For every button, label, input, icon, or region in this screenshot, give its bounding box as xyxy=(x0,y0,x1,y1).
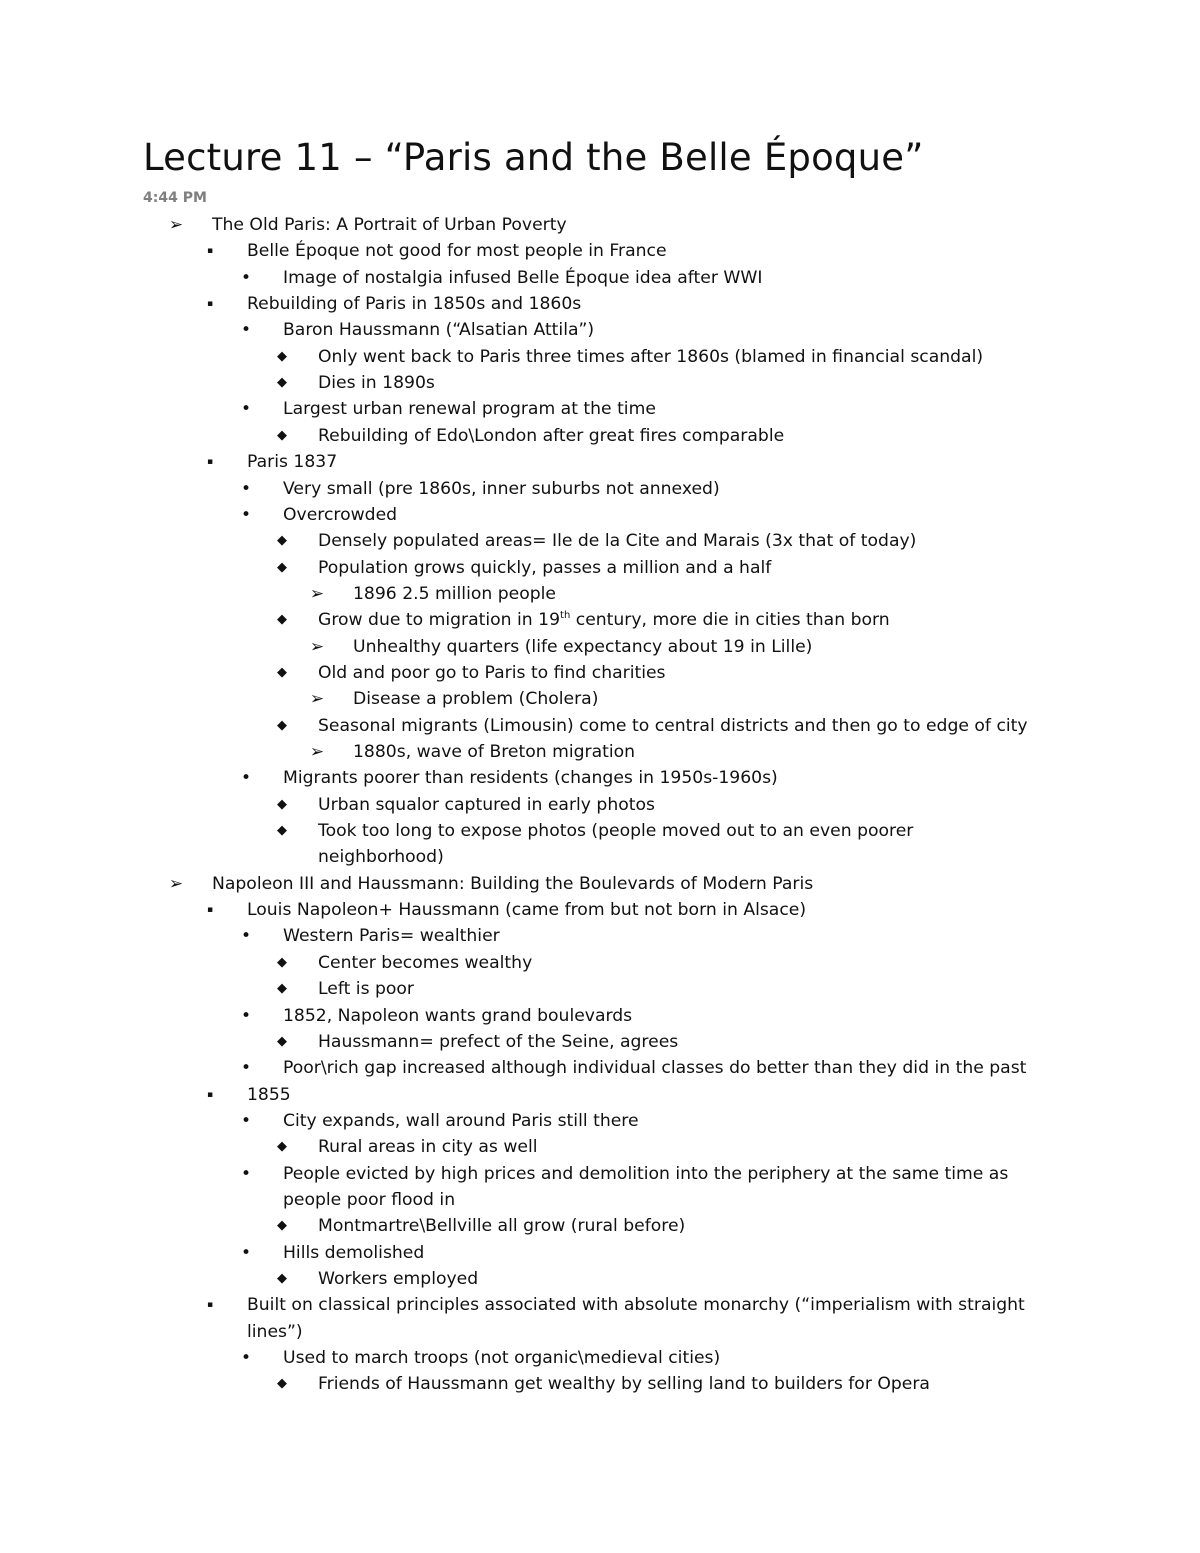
line-text: Rebuilding of Paris in 1850s and 1860s xyxy=(247,294,582,315)
line-text: Western Paris= wealthier xyxy=(283,926,500,947)
page-title: Lecture 11 – “Paris and the Belle Époque” xyxy=(143,136,924,179)
dot-bullet-icon: • xyxy=(240,478,252,499)
outline-line-text xyxy=(283,265,762,291)
diamond-bullet-icon: ◆ xyxy=(277,823,287,839)
outline-line-text xyxy=(353,739,635,765)
outline-line-text xyxy=(283,502,397,528)
square-bullet-icon: ▪ xyxy=(206,1089,214,1100)
dot-bullet-icon: • xyxy=(240,320,252,341)
outline-line-text xyxy=(318,792,655,818)
line-text: Largest urban renewal program at the time xyxy=(283,399,656,420)
line-text: Belle Époque not good for most people in France xyxy=(247,241,667,262)
outline-line-text xyxy=(283,1187,455,1213)
outline-line-text xyxy=(283,1003,632,1029)
diamond-bullet-icon: ◆ xyxy=(277,375,287,391)
outline-line-text xyxy=(247,897,806,923)
outline-line-text xyxy=(247,449,337,475)
line-text: 1896 2.5 million people xyxy=(353,583,556,604)
square-bullet-icon: ▪ xyxy=(206,905,214,916)
outline-line-text xyxy=(212,212,567,238)
outline-line-text xyxy=(318,1266,478,1292)
outline-line-text xyxy=(283,396,656,422)
dot-bullet-icon: • xyxy=(240,1163,252,1184)
outline-line-text xyxy=(353,634,812,660)
outline-line-text xyxy=(318,528,916,554)
line-text: Population grows quickly, passes a million and a half xyxy=(318,557,772,578)
outline-line-text xyxy=(283,1108,639,1134)
note-timestamp: 4:44 PM xyxy=(143,190,207,206)
dot-bullet-icon: • xyxy=(240,1005,252,1026)
diamond-bullet-icon: ◆ xyxy=(277,954,287,970)
outline-line-text xyxy=(353,686,598,712)
line-text: City expands, wall around Paris still there xyxy=(283,1110,639,1131)
diamond-bullet-icon: ◆ xyxy=(277,1376,287,1392)
outline-line-text xyxy=(318,1371,930,1397)
line-text: Image of nostalgia infused Belle Époque idea after WWI xyxy=(283,267,763,288)
diamond-bullet-icon: ◆ xyxy=(277,1139,287,1155)
square-bullet-icon: ▪ xyxy=(206,1300,214,1311)
line-text: The Old Paris: A Portrait of Urban Poverty xyxy=(212,215,567,235)
outline-line-text xyxy=(318,423,784,449)
diamond-bullet-icon: ◆ xyxy=(277,612,287,628)
superscript-text: th xyxy=(560,610,571,622)
dot-bullet-icon: • xyxy=(240,1242,252,1263)
outline-line-text xyxy=(283,923,500,949)
line-text: Old and poor go to Paris to find charities xyxy=(318,662,666,683)
diamond-bullet-icon: ◆ xyxy=(277,559,287,575)
line-text: Only went back to Paris three times after 1860s (blamed in financial scandal) xyxy=(318,346,984,367)
diamond-bullet-icon: ◆ xyxy=(277,796,287,812)
outline-line-text xyxy=(318,370,435,396)
arrow-bullet-icon: ➢ xyxy=(309,689,325,710)
arrow-bullet-icon: ➢ xyxy=(309,636,325,657)
diamond-bullet-icon: ◆ xyxy=(277,533,287,549)
outline-line-text xyxy=(247,238,667,264)
line-text: Rebuilding of Edo\London after great fires comparable xyxy=(318,425,785,446)
line-text: Took too long to expose photos (people moved out to an even poorer xyxy=(318,821,914,842)
line-text: Napoleon III and Haussmann: Building the Boulevards of Modern Paris xyxy=(212,873,814,894)
outline-line-text xyxy=(353,581,556,607)
outline-line-text xyxy=(247,1319,303,1345)
dot-bullet-icon: • xyxy=(240,1348,252,1369)
outline-line-text xyxy=(318,976,414,1002)
line-text: Center becomes wealthy xyxy=(318,952,533,973)
diamond-bullet-icon: ◆ xyxy=(277,348,287,364)
outline-line-text xyxy=(283,1240,424,1266)
line-text: Grow due to migration in 19 xyxy=(318,610,561,631)
dot-bullet-icon: • xyxy=(240,1058,252,1079)
square-bullet-icon: ▪ xyxy=(206,246,214,257)
line-text: 1880s, wave of Breton migration xyxy=(353,742,636,762)
line-text: Urban squalor captured in early photos xyxy=(318,794,655,815)
outline-line-text xyxy=(247,291,581,317)
outline-line-text xyxy=(283,1161,1008,1187)
diamond-bullet-icon: ◆ xyxy=(277,427,287,443)
line-text: Left is poor xyxy=(318,979,414,1000)
diamond-bullet-icon: ◆ xyxy=(277,1271,287,1286)
dot-bullet-icon: • xyxy=(240,1110,252,1131)
dot-bullet-icon: • xyxy=(240,768,252,789)
outline-line-text xyxy=(318,660,666,686)
line-text: Montmartre\Bellville all grow (rural before) xyxy=(318,1216,686,1237)
diamond-bullet-icon: ◆ xyxy=(277,981,287,997)
outline-line-text xyxy=(283,1345,720,1371)
line-text: Workers employed xyxy=(318,1269,479,1289)
line-text-continued: century, more die in cities than born xyxy=(570,610,890,631)
outline-line-text xyxy=(212,871,813,897)
line-text: Densely populated areas= Ile de la Cite and Marais (3x that of today) xyxy=(318,531,917,552)
square-bullet-icon: ▪ xyxy=(206,457,214,468)
outline-line-text xyxy=(283,476,720,502)
outline-line-text xyxy=(283,1055,1026,1081)
line-text: 1855 xyxy=(247,1084,291,1105)
line-text: Rural areas in city as well xyxy=(318,1137,538,1158)
line-text: Overcrowded xyxy=(283,504,398,525)
line-text: Friends of Haussmann get wealthy by selling land to builders for Opera xyxy=(318,1374,930,1395)
outline-line-text xyxy=(283,317,594,343)
diamond-bullet-icon: ◆ xyxy=(277,664,287,680)
outline-line-text xyxy=(283,765,778,791)
line-text: Paris 1837 xyxy=(247,452,338,473)
outline-line-text xyxy=(318,607,890,633)
dot-bullet-icon: • xyxy=(240,267,252,288)
outline-line-text xyxy=(318,344,983,370)
line-text: Hills demolished xyxy=(283,1242,425,1263)
outline-line-text xyxy=(318,818,913,844)
arrow-bullet-icon: ➢ xyxy=(168,873,184,894)
square-bullet-icon: ▪ xyxy=(206,299,214,310)
outline-line-text xyxy=(318,1134,538,1160)
arrow-bullet-icon: ➢ xyxy=(309,583,325,604)
dot-bullet-icon: • xyxy=(240,399,252,420)
diamond-bullet-icon: ◆ xyxy=(277,1033,287,1049)
arrow-bullet-icon: ➢ xyxy=(309,742,325,762)
outline-line-text xyxy=(247,1292,1025,1318)
outline-line-text xyxy=(247,1082,291,1108)
line-text: Unhealthy quarters (life expectancy about 19 in Lille) xyxy=(353,636,813,657)
outline-line-text xyxy=(318,1029,678,1055)
line-text: Very small (pre 1860s, inner suburbs not annexed) xyxy=(283,478,720,499)
outline-line-text xyxy=(318,1213,685,1239)
arrow-bullet-icon: ➢ xyxy=(168,215,184,235)
line-text: lines”) xyxy=(247,1321,303,1342)
line-text: people poor flood in xyxy=(283,1189,456,1210)
line-text: Migrants poorer than residents (changes in 1950s-1960s) xyxy=(283,768,778,789)
diamond-bullet-icon: ◆ xyxy=(277,717,287,733)
line-text: Baron Haussmann (“Alsatian Attila”) xyxy=(283,320,595,341)
outline-line-text xyxy=(318,555,771,581)
dot-bullet-icon: • xyxy=(240,504,252,525)
line-text: Poor\rich gap increased although individual classes do better than they did in the past xyxy=(283,1058,1027,1079)
diamond-bullet-icon: ◆ xyxy=(277,1218,287,1234)
line-text: Haussmann= prefect of the Seine, agrees xyxy=(318,1031,679,1052)
line-text: Built on classical principles associated with absolute monarchy (“imperialism with straight xyxy=(247,1295,1025,1316)
line-text: Disease a problem (Cholera) xyxy=(353,689,599,710)
line-text: Dies in 1890s xyxy=(318,373,435,394)
line-text: neighborhood) xyxy=(318,847,444,868)
outline-line-text xyxy=(318,950,532,976)
dot-bullet-icon: • xyxy=(240,926,252,947)
line-text: 1852, Napoleon wants grand boulevards xyxy=(283,1005,633,1026)
line-text: Louis Napoleon+ Haussmann (came from but not born in Alsace) xyxy=(247,900,807,921)
line-text: Used to march troops (not organic\medieval cities) xyxy=(283,1348,721,1369)
line-text: Seasonal migrants (Limousin) come to central districts and then go to edge of city xyxy=(318,715,1028,736)
outline-line-text xyxy=(318,713,1028,739)
line-text: People evicted by high prices and demolition into the periphery at the same time as xyxy=(283,1163,1009,1184)
outline-line-text xyxy=(318,844,444,870)
